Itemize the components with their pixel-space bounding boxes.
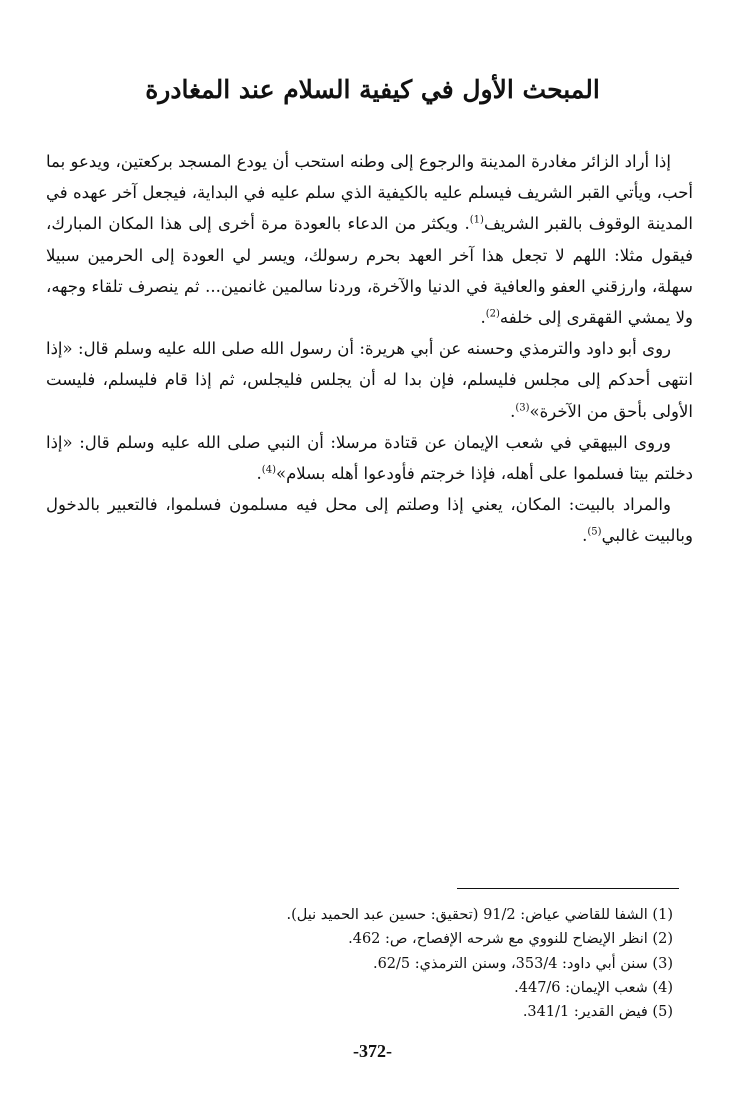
paragraph-text: . ويكثر من الدعاء بالعودة مرة أخرى إلى هذا المكان المبارك، فيقول مثلا: اللهم لا تجعل هذا آخر العهد بحرم رسولك، ويسر لي العودة إلى الحرمين سبيلا سهلة، وارزقني العفو والعافية في الدنيا والآخرة، وردنا سالمين غانمين... ثم ينصرف تلقاء وجهه، ولا يمشي القهقرى إلى خلفه	[46, 214, 693, 328]
footnote-reference: (4)	[261, 464, 276, 476]
page-number: -372-	[353, 1041, 392, 1061]
paragraph	[46, 146, 693, 333]
paragraph-text: إذا أراد الزائر مغادرة المدينة والرجوع إلى وطنه استحب أن يودع المسجد بركعتين، ويدعو بما أحب، ويأتي القبر الشريف فيسلم عليه بالكيفية الذي سلم عليه في البداية، فيجعل آخر عهده في المدينة الوقوف بالقبر الشريف	[46, 152, 693, 234]
footnote-reference: (1)	[469, 214, 484, 226]
paragraph-text: .	[582, 526, 588, 546]
footnote: (2) انظر الإيضاح للنووي مع شرحه الإفصاح، ص: 462.	[348, 931, 673, 948]
paragraph-text: .	[510, 401, 516, 421]
paragraph	[46, 489, 693, 551]
paragraph	[46, 427, 693, 489]
footnote-reference: (5)	[587, 526, 602, 538]
footnote: (5) فيض القدير: 341/1.	[522, 1004, 673, 1021]
footnote-reference: (2)	[485, 308, 500, 320]
body-text	[46, 146, 693, 552]
paragraph-text: والمراد بالبيت: المكان، يعني إذا وصلتم إلى محل فيه مسلمون فسلموا، فالتعبير بالدخول وبالبيت غالبي	[46, 495, 693, 546]
section-title: المبحث الأول في كيفية السلام عند المغادرة	[145, 75, 600, 104]
footnote: (3) سنن أبي داود: 353/4، وسنن الترمذي: 62/5.	[372, 955, 673, 972]
paragraph-text: وروى البيهقي في شعب الإيمان عن قتادة مرسلا: أن النبي صلى الله عليه وسلم قال: «إذا دخلتم بيتا فسلموا على أهله، فإذا خرجتم فأودعوا أهله بسلام»	[46, 432, 693, 484]
footnote-divider	[457, 888, 679, 889]
footnote: (4) شعب الإيمان: 447/6.	[514, 979, 673, 996]
paragraph	[46, 333, 693, 427]
paragraph-text: .	[480, 308, 486, 328]
footnotes-list	[60, 903, 673, 1024]
paragraph-text: .	[256, 464, 262, 484]
paragraph-text: روى أبو داود والترمذي وحسنه عن أبي هريرة: أن رسول الله صلى الله عليه وسلم قال: «إذا انتهى أحدكم إلى مجلس فليسلم، فإن بدا له أن يجلس فليجلس، ثم إذا قام فليسلم، فليست الأولى بأحق من الآخرة»	[46, 339, 693, 421]
footnote: (1) الشفا للقاضي عياض: 91/2 (تحقيق: حسين عبد الحميد نيل).	[286, 907, 673, 923]
footnote-reference: (3)	[515, 402, 530, 414]
